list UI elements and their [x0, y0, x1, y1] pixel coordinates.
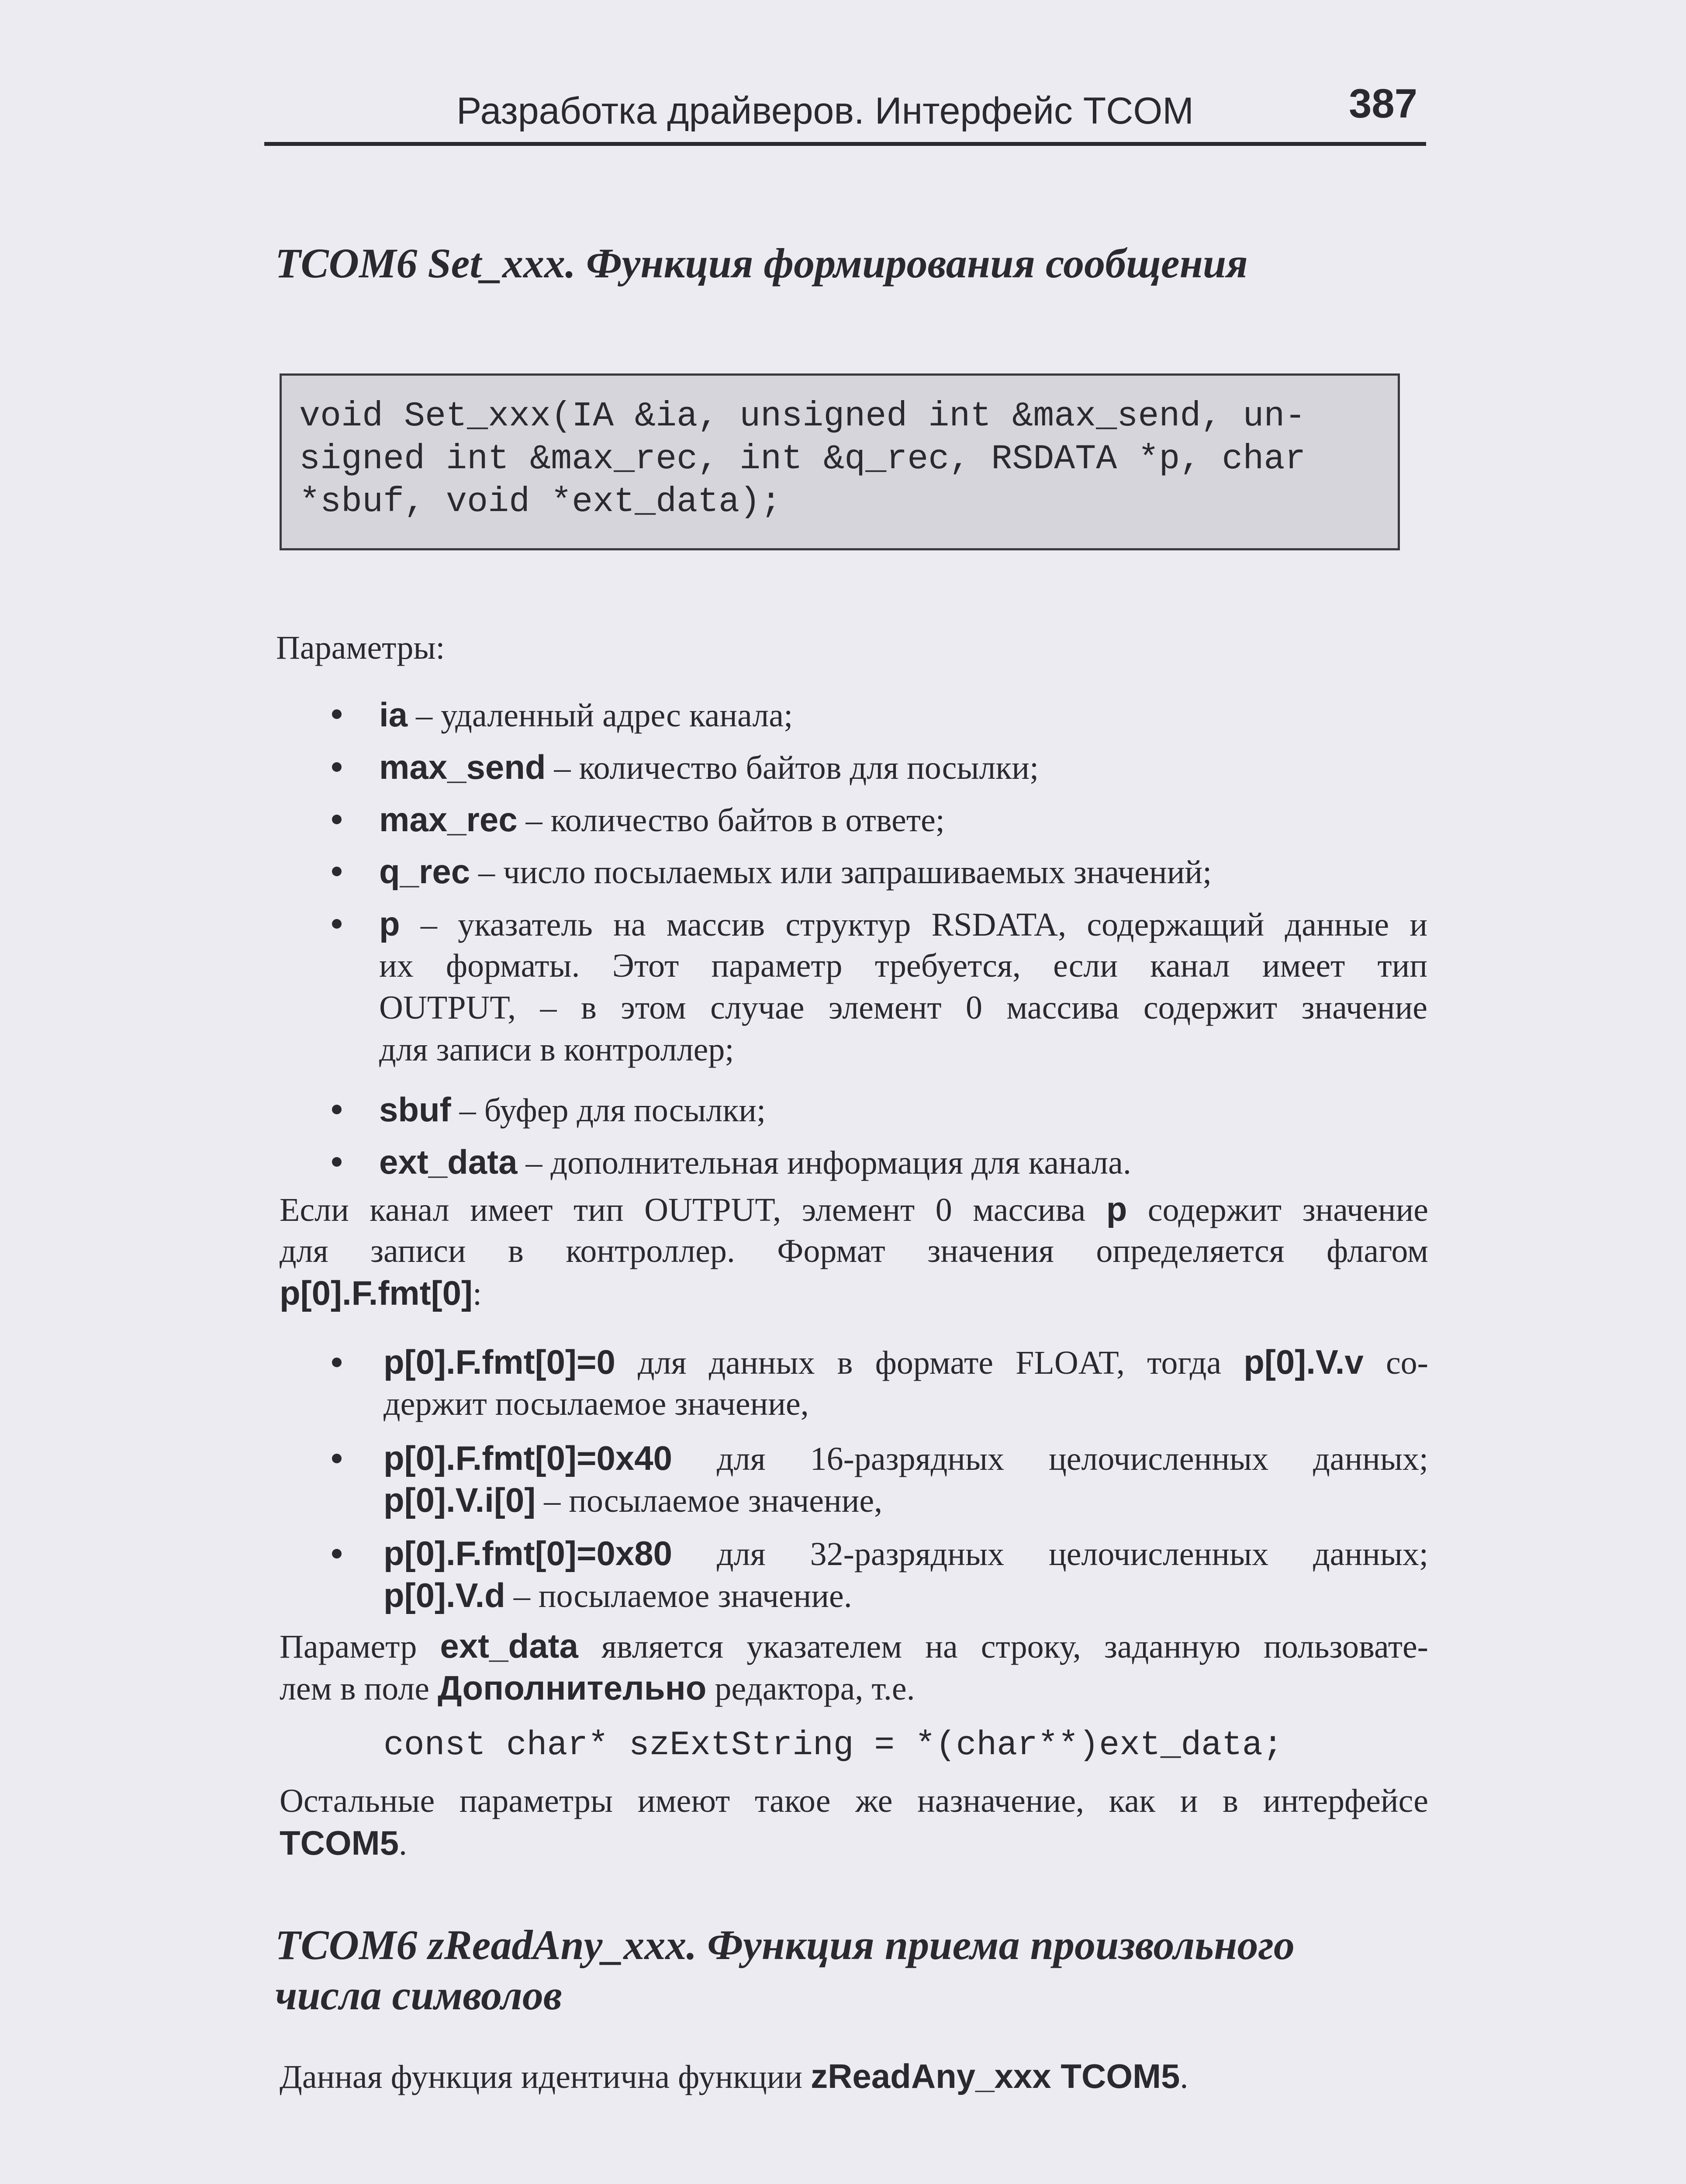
- list-item: p[0].F.fmt[0]=0 для данных в формате FLOAT, тогда p[0].V.v со-: [383, 1343, 1428, 1381]
- list-item: max_rec – количество байтов в ответе;: [379, 800, 945, 839]
- list-item: sbuf – буфер для посылки;: [379, 1090, 766, 1129]
- bullet: [332, 1454, 342, 1463]
- list-item: q_rec – число посылаемых или запрашиваемых значений;: [379, 852, 1212, 891]
- code-line: *sbuf, void *ext_data);: [299, 482, 782, 522]
- paragraph-line: Параметр ext_data является указателем на строку, заданную пользовате-: [280, 1627, 1428, 1665]
- bullet: [332, 919, 342, 929]
- bullet: [332, 762, 342, 772]
- code-line: signed int &max_rec, int &q_rec, RSDATA *p, char: [299, 439, 1306, 479]
- paragraph-line: для записи в контроллер. Формат значения определяется флагом: [280, 1233, 1428, 1269]
- bullet: [332, 1549, 342, 1559]
- paragraph-line: Остальные параметры имеют такое же назначение, как и в интерфейсе: [280, 1783, 1428, 1819]
- bullet: [332, 1105, 342, 1114]
- paragraph-line: Если канал имеет тип OUTPUT, элемент 0 массива p содержит значение: [280, 1190, 1428, 1228]
- list-item: ext_data – дополнительная информация для канала.: [379, 1143, 1131, 1181]
- paragraph-line: лем в поле Дополнительно редактора, т.е.: [280, 1669, 915, 1707]
- list-item: p[0].F.fmt[0]=0x40 для 16-разрядных целочисленных данных;: [383, 1439, 1428, 1477]
- list-item-continuation: для записи в контроллер;: [379, 1031, 734, 1068]
- paragraph-line: TCOM5.: [280, 1824, 407, 1862]
- section-heading-zreadany-cont: числа символов: [275, 1972, 562, 2018]
- section-heading-zreadany: TCOM6 zReadAny_xxx. Функция приема произвольного: [275, 1921, 1295, 1968]
- list-item: max_send – количество байтов для посылки;: [379, 748, 1039, 786]
- list-item-continuation: OUTPUT, – в этом случае элемент 0 массива содержит значение: [379, 989, 1427, 1026]
- list-item: p[0].F.fmt[0]=0x80 для 32-разрядных целочисленных данных;: [383, 1534, 1428, 1572]
- code-line: void Set_xxx(IA &ia, unsigned int &max_send, un-: [299, 397, 1306, 436]
- bullet: [332, 1358, 342, 1367]
- list-item-continuation: p[0].V.d – посылаемое значение.: [383, 1576, 852, 1614]
- list-item-continuation: p[0].V.i[0] – посылаемое значение,: [383, 1481, 883, 1519]
- paragraph-line: p[0].F.fmt[0]:: [280, 1274, 482, 1312]
- list-item-continuation: держит посылаемое значение,: [383, 1386, 809, 1422]
- bullet: [332, 815, 342, 824]
- list-item-continuation: их форматы. Этот параметр требуется, если канал имеет тип: [379, 947, 1427, 984]
- running-header: [264, 76, 1426, 146]
- section-heading-set: TCOM6 Set_xxx. Функция формирования сообщения: [275, 240, 1248, 287]
- paragraph-line: Данная функция идентична функции zReadAny_xxx TCOM5.: [280, 2057, 1188, 2095]
- header-title: Разработка драйверов. Интерфейс TCOM: [456, 90, 1194, 132]
- bullet: [332, 1157, 342, 1167]
- bullet: [332, 709, 342, 719]
- page-number: 387: [1349, 80, 1417, 126]
- params-label: Параметры:: [276, 629, 445, 666]
- code-snippet: const char* szExtString = *(char**)ext_data;: [383, 1726, 1283, 1765]
- bullet: [332, 867, 342, 876]
- function-signature-code: [280, 373, 1400, 550]
- list-item: ia – удаленный адрес канала;: [379, 695, 793, 734]
- list-item: p – указатель на массив структур RSDATA, содержащий данные и: [379, 905, 1427, 943]
